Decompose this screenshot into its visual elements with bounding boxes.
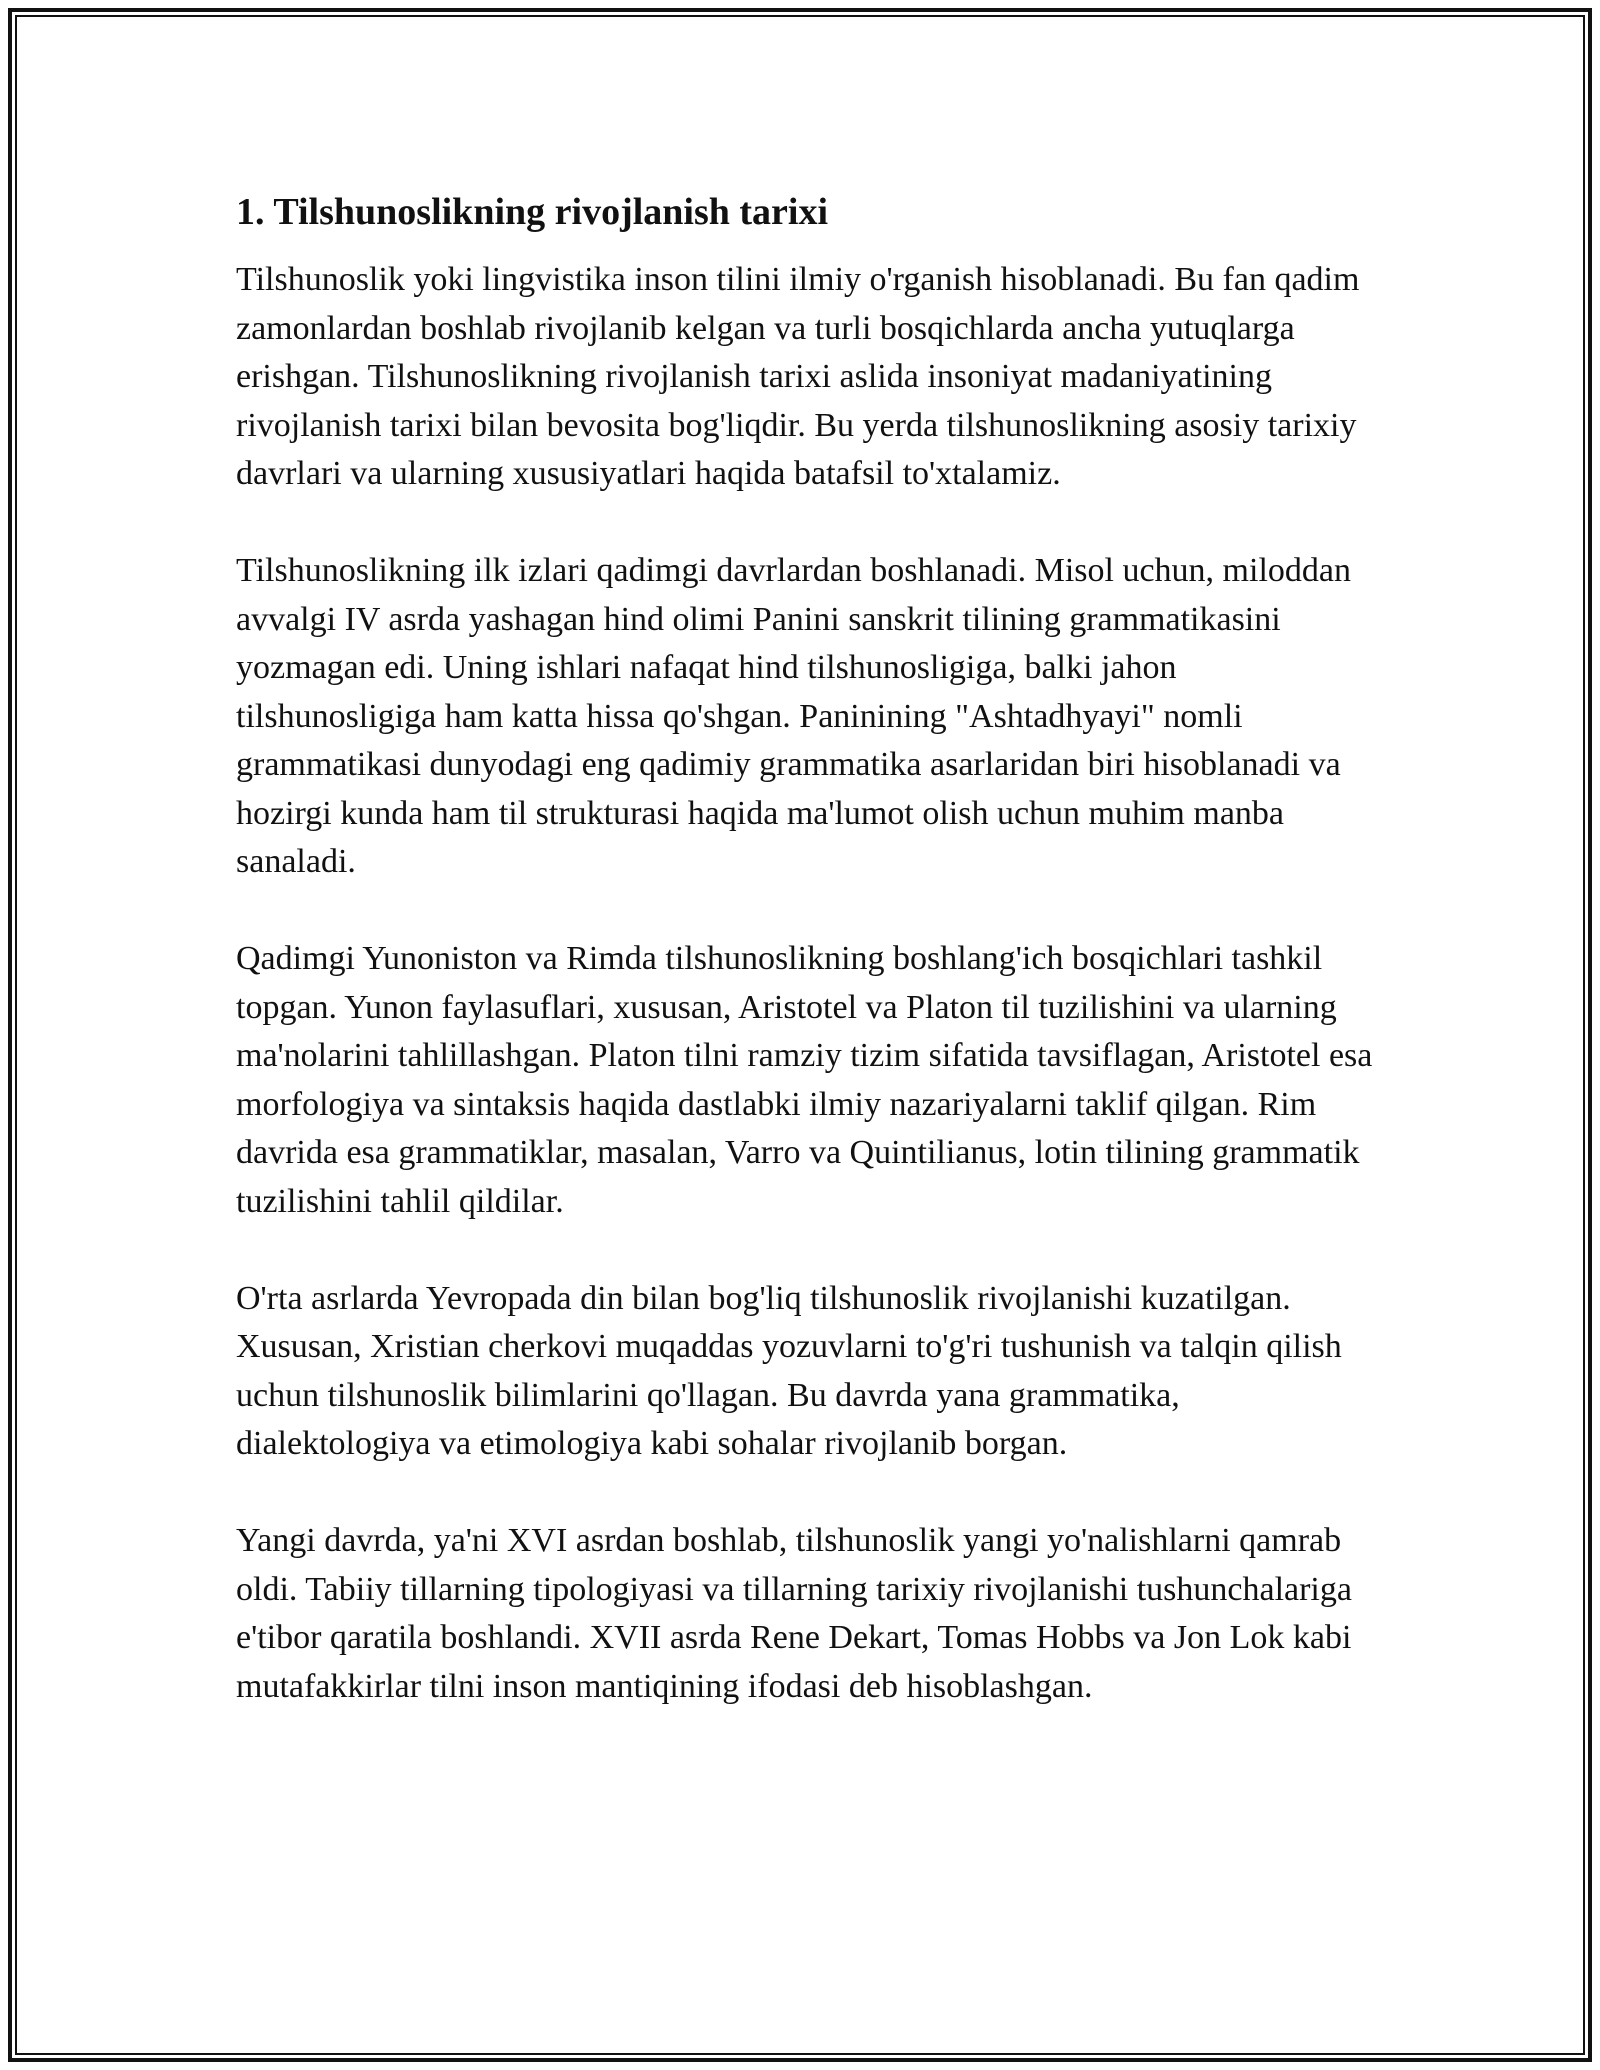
paragraph-new-era: Yangi davrda, ya'ni XVI asrdan boshlab, tilshunoslik yangi yo'nalishlarni qamrab oldi. Tabiiy tillarning tipologiyasi va tillarning tarixiy rivojlanishi tushunchalariga e'tibor qaratila boshlandi. XVII asrda Rene Dekart, Tomas Hobbs va Jon Lok kabi mutafakkirlar tilni inson mantiqining ifodasi deb hisoblashgan. — [236, 1522, 1352, 1705]
paragraph-middle-ages: O'rta asrlarda Yevropada din bilan bog'liq tilshunoslik rivojlanishi kuzatilgan. Xususan, Xristian cherkovi muqaddas yozuvlarni to'g'ri tushunish va talqin qilish uchun tilshunoslik bilimlarini qo'llagan. Bu davrda yana grammatika, dialektologiya va etimologiya kabi sohalar rivojlanib borgan. — [236, 1279, 1342, 1462]
document-body — [236, 186, 1376, 1711]
paragraph-greece-rome: Qadimgi Yunoniston va Rimda tilshunoslikning boshlang'ich bosqichlari tashkil topgan. Yunon faylasuflari, xususan, Aristotel va Platon til tuzilishini va ularning ma'nolarini tahlillashgan. Platon tilni ramziy tizim sifatida tavsiflagan, Aristotel esa morfologiya va sintaksis haqida dastlabki ilmiy nazariyalarni taklif qilgan. Rim davrida esa grammatiklar, masalan, Varro va Quintilianus, lotin tilining grammatik tuzilishini tahlil qildilar. — [236, 940, 1373, 1220]
paragraph-ancient-india: Tilshunoslikning ilk izlari qadimgi davrlardan boshlanadi. Misol uchun, miloddan avvalgi IV asrda yashagan hind olimi Panini sanskrit tilining grammatikasini yozmagan edi. Uning ishlari nafaqat hind tilshunosligiga, balki jahon tilshunosligiga ham katta hissa qo'shgan. Paninining "Ashtadhyayi" nomli grammatikasi dunyodagi eng qadimiy grammatika asarlaridan biri hisoblanadi va hozirgi kunda ham til strukturasi haqida ma'lumot olish uchun muhim manba sanaladi. — [236, 552, 1351, 880]
document-title: 1. Tilshunoslikning rivojlanish tarixi — [236, 191, 829, 233]
paragraph-intro: Tilshunoslik yoki lingvistika inson tilini ilmiy o'rganish hisoblanadi. Bu fan qadim zamonlardan boshlab rivojlanib kelgan va turli bosqichlarda ancha yutuqlarga erishgan. Tilshunoslikning rivojlanish tarixi aslida insoniyat madaniyatining rivojlanish tarixi bilan bevosita bog'liqdir. Bu yerda tilshunoslikning asosiy tarixiy davrlari va ularning xususiyatlari haqida batafsil to'xtalamiz. — [236, 261, 1360, 492]
